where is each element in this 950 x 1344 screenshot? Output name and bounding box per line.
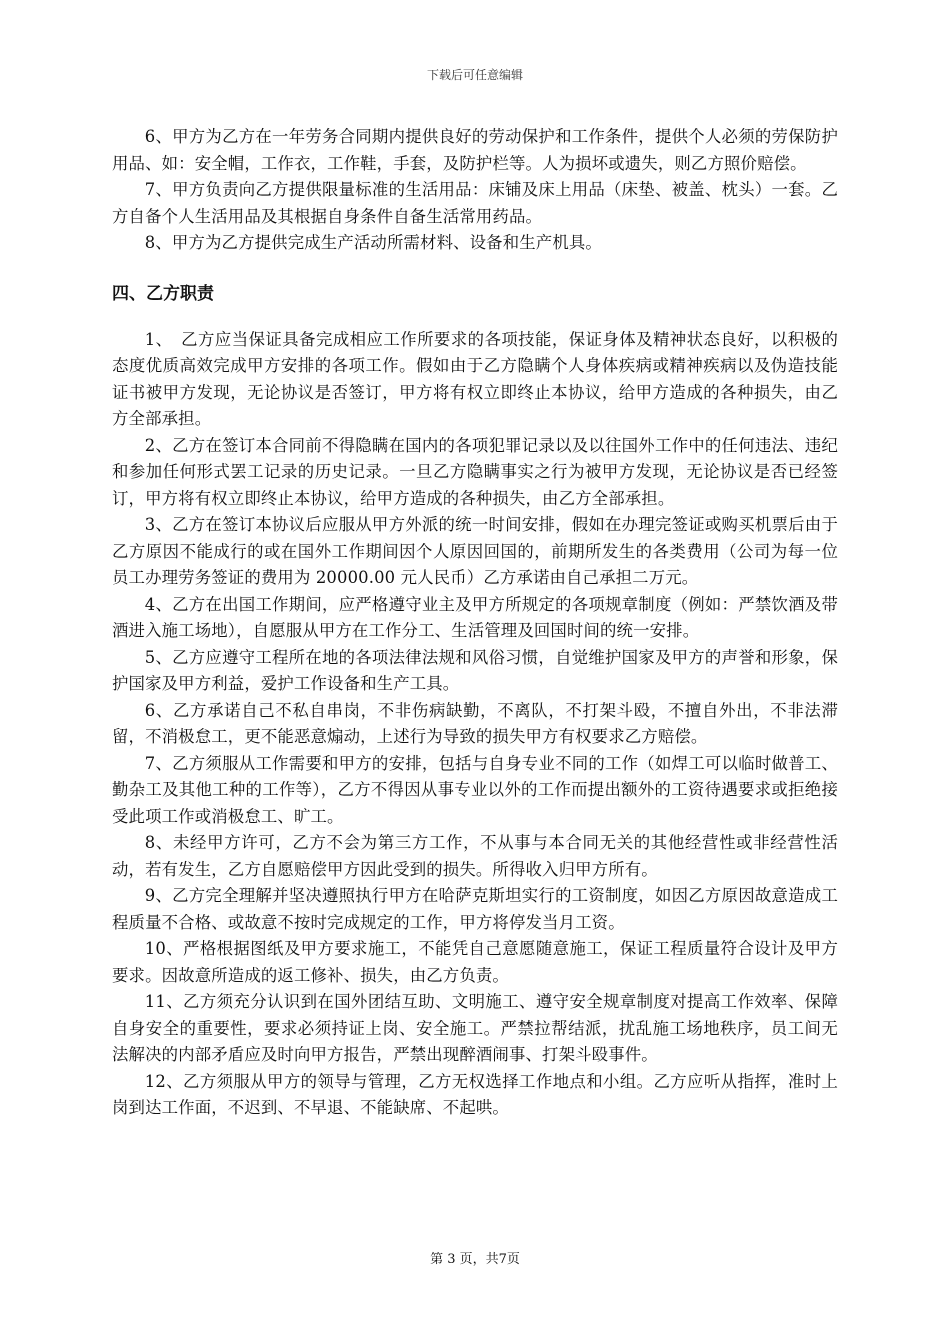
document-body bbox=[112, 124, 838, 1122]
clause-paragraph: 9、乙方完全理解并坚决遵照执行甲方在哈萨克斯坦实行的工资制度，如因乙方原因故意造成工程质量不合格、或故意不按时完成规定的工作，甲方将停发当月工资。 bbox=[112, 886, 838, 932]
clause-paragraph: 8、甲方为乙方提供完成生产活动所需材料、设备和生产机具。 bbox=[144, 233, 602, 252]
clause-paragraph: 8、未经甲方许可，乙方不会为第三方工作，不从事与本合同无关的其他经营性或非经营性活动，若有发生，乙方自愿赔偿甲方因此受到的损失。所得收入归甲方所有。 bbox=[112, 833, 838, 879]
clause-paragraph: 4、乙方在出国工作期间，应严格遵守业主及甲方所规定的各项规章制度（例如：严禁饮酒及带酒进入施工场地），自愿服从甲方在工作分工、生活管理及回国时间的统一安排。 bbox=[112, 594, 838, 640]
clause-paragraph: 6、甲方为乙方在一年劳务合同期内提供良好的劳动保护和工作条件，提供个人必须的劳保防护用品、如：安全帽，工作衣，工作鞋，手套，及防护栏等。人为损坏或遗失，则乙方照价赔偿。 bbox=[112, 127, 838, 173]
clause-paragraph: 7、乙方须服从工作需要和甲方的安排，包括与自身专业不同的工作（如焊工可以临时做普工、勤杂工及其他工种的工作等），乙方不得因从事专业以外的工作而提出额外的工资待遇要求或拒绝接受此项工作或消极怠工、旷工。 bbox=[112, 753, 838, 826]
page-header-note: 下载后可任意编辑 bbox=[426, 68, 523, 82]
clause-paragraph: 12、乙方须服从甲方的领导与管理，乙方无权选择工作地点和小组。乙方应听从指挥，准时上岗到达工作面，不迟到、不早退、不能缺席、不起哄。 bbox=[112, 1071, 838, 1117]
clause-paragraph: 11、乙方须充分认识到在国外团结互助、文明施工、遵守安全规章制度对提高工作效率、保障自身安全的重要性，要求必须持证上岗、安全施工。严禁拉帮结派，扰乱施工场地秩序，员工间无法解决的内部矛盾应及时向甲方报告，严禁出现醉酒闹事、打架斗殴事件。 bbox=[112, 992, 838, 1064]
page-number-footer: 第 3 页，共7页 bbox=[430, 1252, 520, 1267]
clause-paragraph: 10、严格根据图纸及甲方要求施工，不能凭自己意愿随意施工，保证工程质量符合设计及甲方要求。因故意所造成的返工修补、损失，由乙方负责。 bbox=[112, 939, 838, 985]
clause-paragraph: 6、乙方承诺自己不私自串岗，不非伤病缺勤，不离队，不打架斗殴，不擅自外出，不非法滞留，不消极怠工，更不能恶意煽动，上述行为导致的损失甲方有权要求乙方赔偿。 bbox=[112, 700, 838, 746]
clause-paragraph: 1、 乙方应当保证具备完成相应工作所要求的各项技能，保证身体及精神状态良好，以积极的态度优质高效完成甲方安排的各项工作。假如由于乙方隐瞒个人身体疾病或精神疾病以及伪造技能证书被甲方发现，无论协议是否签订，甲方将有权立即终止本协议，给甲方造成的各种损失，由乙方全部承担。 bbox=[112, 329, 838, 428]
section-heading: 四、乙方职责 bbox=[112, 283, 214, 304]
clause-paragraph: 3、乙方在签订本协议后应服从甲方外派的统一时间安排，假如在办理完签证或购买机票后由于乙方原因不能成行的或在国外工作期间因个人原因回国的，前期所发生的各类费用（公司为每一位员工办理劳务签证的费用为 20000.00 元人民币）乙方承诺由自己承担二万元。 bbox=[112, 515, 838, 587]
clause-paragraph: 7、甲方负责向乙方提供限量标准的生活用品：床铺及床上用品（床垫、被盖、枕头）一套。乙方自备个人生活用品及其根据自身条件自备生活常用药品。 bbox=[112, 180, 838, 226]
clause-paragraph: 5、乙方应遵守工程所在地的各项法律法规和风俗习惯，自觉维护国家及甲方的声誉和形象，保护国家及甲方利益，爱护工作设备和生产工具。 bbox=[112, 647, 838, 693]
clause-paragraph: 2、乙方在签订本合同前不得隐瞒在国内的各项犯罪记录以及以往国外工作中的任何违法、违纪和参加任何形式罢工记录的历史记录。一旦乙方隐瞒事实之行为被甲方发现，无论协议是否已经签订，甲方将有权立即终止本协议，给甲方造成的各种损失，由乙方全部承担。 bbox=[112, 435, 838, 508]
